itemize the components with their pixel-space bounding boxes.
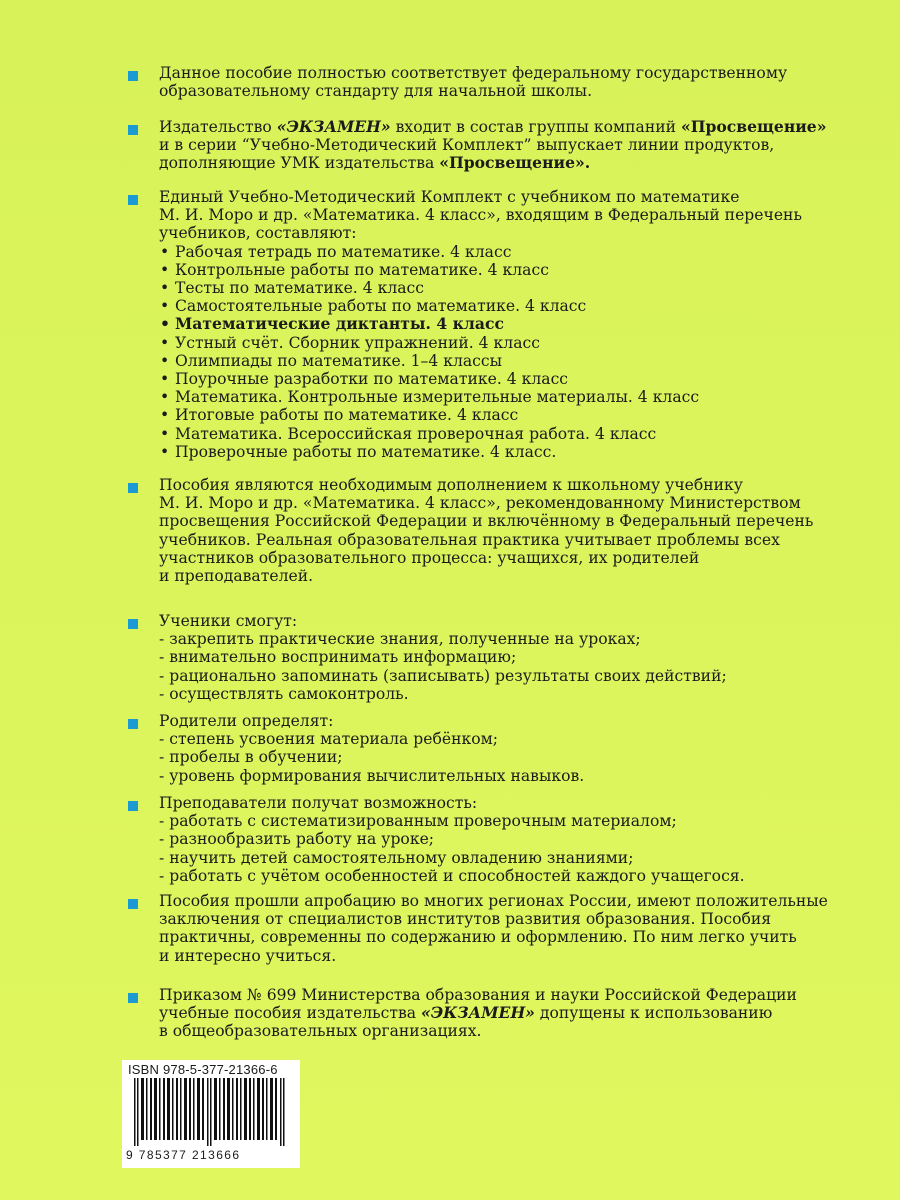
- order-line-3: в общеобразовательных организациях.: [159, 1022, 482, 1041]
- list-item: - разнообразить работу на уроке;: [159, 830, 435, 849]
- barcode-bars-icon: [130, 1078, 292, 1146]
- book-list: [159, 243, 828, 461]
- blue-square-bullet-icon: [128, 71, 138, 81]
- parents-list: [159, 730, 828, 785]
- order-line-2: учебные пособия издательства «ЭКЗАМЕН» допущены к использованию: [159, 1003, 773, 1023]
- section-umk: [128, 188, 828, 461]
- list-item: - осуществлять самоконтроль.: [159, 684, 409, 703]
- supplement-line: М. И. Моро и др. «Математика. 4 класс», рекомендованному Министерством: [159, 494, 801, 513]
- book-list-item: • Поурочные разработки по математике. 4 класс: [159, 370, 828, 388]
- blue-square-bullet-icon: [128, 993, 138, 1003]
- blue-square-bullet-icon: [128, 125, 138, 135]
- publisher-line-3: дополняющие УМК издательства «Просвещение».: [159, 153, 591, 173]
- order-line-1: Приказом № 699 Министерства образования и науки Российской Федерации: [159, 986, 797, 1004]
- book-list-item: • Контрольные работы по математике. 4 класс: [159, 261, 828, 279]
- supplement-line: Пособия являются необходимым дополнением к школьному учебнику: [159, 476, 743, 494]
- blue-square-bullet-icon: [128, 801, 138, 811]
- brand-prosveshchenie: «Просвещение».: [439, 153, 591, 173]
- book-list-item: • Математика. Всероссийская проверочная работа. 4 класс: [159, 425, 828, 443]
- barcode-digits: 9 785377 213666: [126, 1148, 241, 1162]
- supplement-line: просвещения Российской Федерации и включённому в Федеральный перечень: [159, 512, 814, 531]
- standard-line-1: Данное пособие полностью соответствует федеральному государственному: [159, 64, 788, 82]
- standard-line-2: образовательному стандарту для начальной школы.: [159, 82, 593, 101]
- book-list-item: • Самостоятельные работы по математике. 4 класс: [159, 297, 828, 315]
- book-list-item: • Проверочные работы по математике. 4 класс.: [159, 443, 828, 461]
- approbation-line: практичны, современны по содержанию и оформлению. По ним легко учить: [159, 928, 797, 947]
- list-item: - уровень формирования вычислительных навыков.: [159, 766, 585, 785]
- publisher-line-1: Издательство «ЭКЗАМЕН» входит в состав группы компаний «Просвещение»: [159, 117, 827, 136]
- book-list-item: • Устный счёт. Сборник упражнений. 4 класс: [159, 334, 828, 352]
- book-list-item: • Олимпиады по математике. 1–4 классы: [159, 352, 828, 370]
- approbation-line: и интересно учиться.: [159, 946, 337, 965]
- section-parents: [128, 712, 828, 785]
- section-teachers: [128, 794, 828, 885]
- book-list-item: • Тесты по математике. 4 класс: [159, 279, 828, 297]
- list-item: - работать с систематизированным проверочным материалом;: [159, 812, 677, 831]
- book-list-item: • Рабочая тетрадь по математике. 4 класс: [159, 243, 828, 261]
- section-publisher: [128, 118, 828, 173]
- section-supplement: [128, 476, 828, 585]
- blue-square-bullet-icon: [128, 483, 138, 493]
- teachers-list: [159, 812, 828, 885]
- brand-ekzamen: «ЭКЗАМЕН»: [421, 1003, 535, 1023]
- blue-square-bullet-icon: [128, 719, 138, 729]
- students-list: [159, 630, 828, 703]
- blue-square-bullet-icon: [128, 899, 138, 909]
- book-list-item: • Математика. Контрольные измерительные материалы. 4 класс: [159, 388, 828, 406]
- book-list-item-highlighted: • Математические диктанты. 4 класс: [159, 315, 828, 333]
- brand-ekzamen: «ЭКЗАМЕН»: [276, 117, 391, 136]
- list-item: - пробелы в обучении;: [159, 748, 343, 767]
- list-item: - работать с учётом особенностей и способностей каждого учащегося.: [159, 866, 745, 885]
- blue-square-bullet-icon: [128, 619, 138, 629]
- teachers-title: Преподаватели получат возможность:: [159, 794, 478, 812]
- approbation-line: заключения от специалистов институтов развития образования. Пособия: [159, 910, 772, 929]
- list-item: - степень усвоения материала ребёнком;: [159, 730, 499, 749]
- isbn-barcode: [122, 1060, 300, 1168]
- umk-intro-2: М. И. Моро и др. «Математика. 4 класс», входящим в Федеральный перечень: [159, 206, 802, 225]
- list-item: - внимательно воспринимать информацию;: [159, 648, 517, 667]
- section-order: [128, 986, 828, 1041]
- list-item: - закрепить практические знания, полученные на уроках;: [159, 630, 641, 649]
- supplement-line: и преподавателей.: [159, 567, 314, 586]
- brand-prosveshchenie: «Просвещение»: [681, 117, 827, 136]
- section-students: [128, 612, 828, 703]
- publisher-line-2: и в серии “Учебно-Методический Комплект” выпускает линии продуктов,: [159, 136, 775, 155]
- approbation-line: Пособия прошли апробацию во многих регионах России, имеют положительные: [159, 892, 828, 910]
- umk-intro-3: учебников, составляют:: [159, 224, 357, 243]
- supplement-line: участников образовательного процесса: учащихся, их родителей: [159, 548, 700, 567]
- parents-title: Родители определят:: [159, 712, 334, 730]
- supplement-line: учебников. Реальная образовательная практика учитывает проблемы всех: [159, 530, 780, 549]
- section-standard: [128, 64, 828, 100]
- blue-square-bullet-icon: [128, 195, 138, 205]
- list-item: - научить детей самостоятельному овладению знаниями;: [159, 848, 634, 867]
- list-item: - рационально запоминать (записывать) результаты своих действий;: [159, 666, 727, 685]
- book-list-item: • Итоговые работы по математике. 4 класс: [159, 406, 828, 424]
- section-approbation: [128, 892, 828, 965]
- students-title: Ученики смогут:: [159, 612, 298, 630]
- isbn-number: ISBN 978-5-377-21366-6: [128, 1062, 278, 1077]
- umk-intro-1: Единый Учебно-Методический Комплект с учебником по математике: [159, 188, 740, 206]
